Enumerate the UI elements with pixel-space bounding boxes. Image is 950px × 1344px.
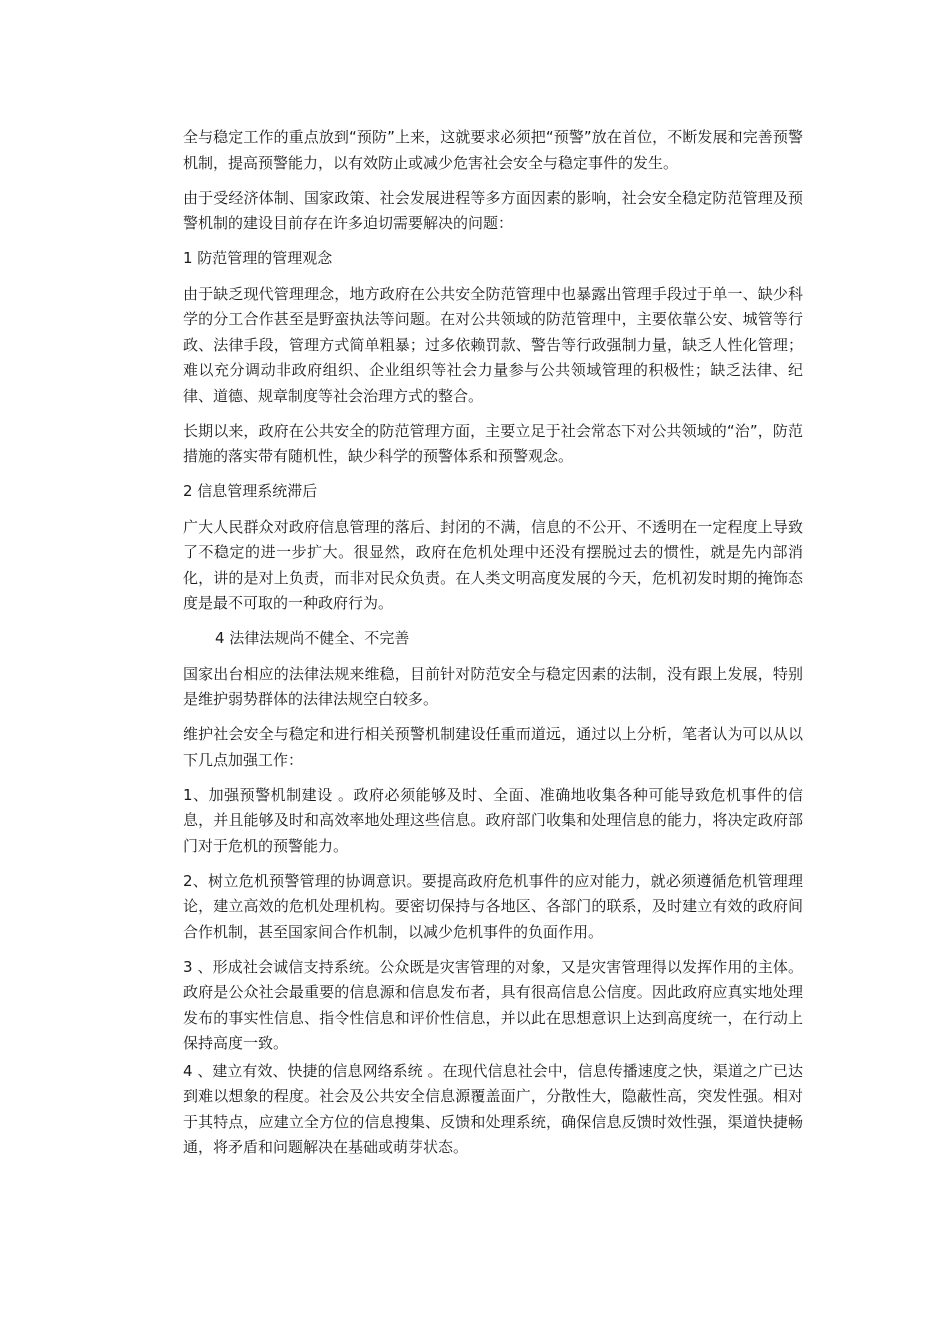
list-item-warning-mechanism: 1、加强预警机制建设 。政府必须能够及时、全面、准确地收集各种可能导致危机事件的信息，并且能够及时和高效率地处理这些信息。政府部门收集和处理信息的能力，将决定政府部门对于危机的预警能力。 bbox=[183, 785, 803, 855]
paragraph-information-system: 广大人民群众对政府信息管理的落后、封闭的不满，信息的不公开、不透明在一定程度上导致了不稳定的进一步扩大。很显然，政府在危机处理中还没有摆脱过去的惯性，就是先内部消化，讲的是对上负责，而非对民众负责。在人类文明高度发展的今天，危机初发时期的掩饰态度是最不可取的一种政府行为。 bbox=[183, 517, 803, 612]
paragraph-long-term: 长期以来，政府在公共安全的防范管理方面，主要立足于社会常态下对公共领域的“治”，防范措施的落实带有随机性，缺少科学的预警体系和预警观念。 bbox=[183, 421, 803, 465]
section-heading-laws: 4 法律法规尚不健全、不完善 bbox=[215, 629, 410, 647]
paragraph-measures-intro: 维护社会安全与稳定和进行相关预警机制建设任重而道远，通过以上分析，笔者认为可以从以下几点加强工作： bbox=[183, 725, 803, 769]
section-heading-management-concept: 1 防范管理的管理观念 bbox=[183, 249, 333, 267]
paragraph-prevention-priority: 全与稳定工作的重点放到“预防”上来，这就要求必须把“预警”放在首位，不断发展和完善预警机制，提高预警能力，以有效防止或减少危害社会安全与稳定事件的发生。 bbox=[183, 128, 803, 172]
list-item-information-network: 4 、建立有效、快捷的信息网络系统 。在现代信息社会中，信息传播速度之快，渠道之广已达到难以想象的程度。社会及公共安全信息源覆盖面广，分散性大，隐蔽性高，突发性强。相对于其特点，应建立全方位的信息搜集、反馈和处理系统，确保信息反馈时效性强，渠道快捷畅通，将矛盾和问题解决在基础或萌芽状态。 bbox=[183, 1061, 803, 1156]
paragraph-management-concept: 由于缺乏现代管理理念，地方政府在公共安全防范管理中也暴露出管理手段过于单一、缺少科学的分工合作甚至是野蛮执法等问题。在对公共领域的防范管理中，主要依靠公安、城管等行政、法律手段，管理方式简单粗暴；过多依赖罚款、警告等行政强制力量，缺乏人性化管理；难以充分调动非政府组织、企业组织等社会力量参与公共领域管理的积极性；缺乏法律、纪律、道德、规章制度等社会治理方式的整合。 bbox=[183, 284, 803, 405]
section-heading-information-system: 2 信息管理系统滞后 bbox=[183, 482, 318, 500]
paragraph-problems-intro: 由于受经济体制、国家政策、社会发展进程等多方面因素的影响，社会安全稳定防范管理及预警机制的建设目前存在许多迫切需要解决的问题： bbox=[183, 188, 803, 232]
paragraph-laws: 国家出台相应的法律法规来维稳，目前针对防范安全与稳定因素的法制，没有跟上发展，特别是维护弱势群体的法律法规空白较多。 bbox=[183, 664, 803, 708]
list-item-coordination: 2、树立危机预警管理的协调意识。要提高政府危机事件的应对能力，就必须遵循危机管理理论，建立高效的危机处理机构。要密切保持与各地区、各部门的联系，及时建立有效的政府间合作机制，甚至国家间合作机制，以减少危机事件的负面作用。 bbox=[183, 871, 803, 941]
document-body bbox=[183, 125, 803, 1170]
list-item-integrity-system: 3 、形成社会诚信支持系统。公众既是灾害管理的对象，又是灾害管理得以发挥作用的主体。政府是公众社会最重要的信息源和信息发布者，具有很高信息公信度。因此政府应真实地处理发布的事实性信息、指令性信息和评价性信息，并以此在思想意识上达到高度统一，在行动上保持高度一致。 bbox=[183, 957, 803, 1052]
